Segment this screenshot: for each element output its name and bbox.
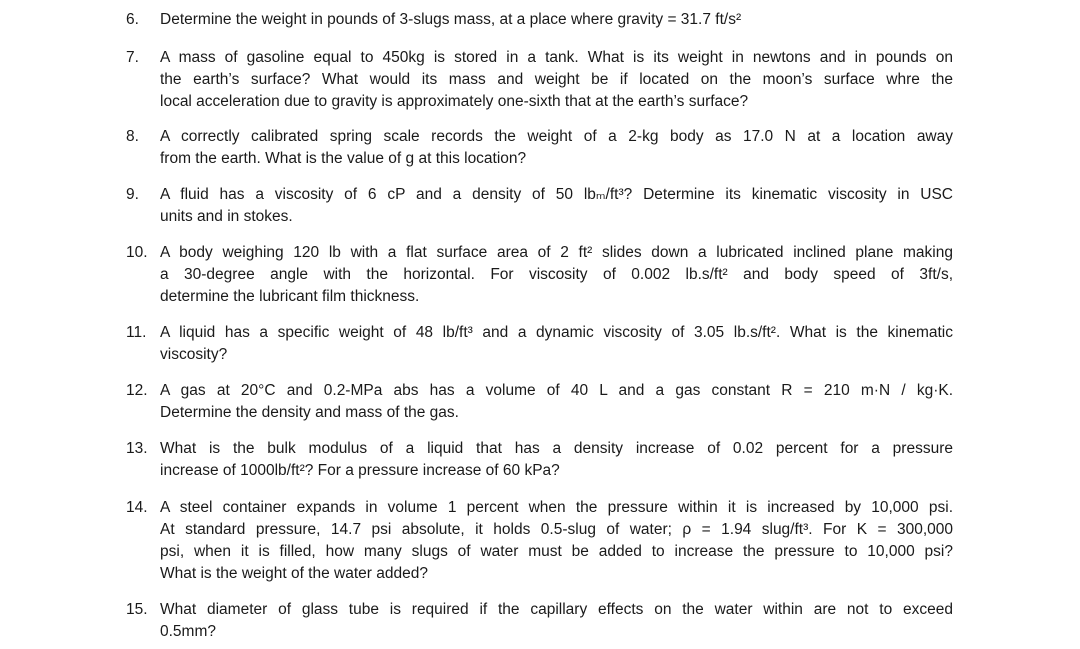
problem-text-line: viscosity? (160, 346, 228, 363)
problem-text-line: a 30-degree angle with the horizontal. For viscosity of 0.002 lb.s/ft² and body speed of 3ft/s, (160, 266, 953, 283)
problem-text-line: A steel container expands in volume 1 percent when the pressure within it is increased by 10,000 psi. (160, 499, 953, 516)
problem-text-line: Determine the weight in pounds of 3-slugs mass, at a place where gravity = 31.7 ft/s² (160, 11, 742, 28)
problem-number: 12. (126, 382, 148, 399)
problem-text-line: units and in stokes. (160, 208, 293, 225)
problem-text-line: A body weighing 120 lb with a flat surface area of 2 ft² slides down a lubricated inclined plane making (160, 244, 953, 261)
problem-text-line: What diameter of glass tube is required if the capillary effects on the water within are not to exceed (160, 601, 953, 618)
problem-text-line: What is the weight of the water added? (160, 565, 428, 582)
problem-number: 8. (126, 128, 139, 145)
problem-text-line: What is the bulk modulus of a liquid that has a density increase of 0.02 percent for a pressure (160, 440, 953, 457)
problem-text-line: 0.5mm? (160, 623, 216, 640)
problem-text-line: Determine the density and mass of the gas. (160, 404, 459, 421)
problem-number: 6. (126, 11, 139, 28)
problem-text-line: A mass of gasoline equal to 450kg is stored in a tank. What is its weight in newtons and in pounds on (160, 49, 953, 66)
problem-number: 13. (126, 440, 148, 457)
problem-number: 14. (126, 499, 148, 516)
problem-text-line: A liquid has a specific weight of 48 lb/ft³ and a dynamic viscosity of 3.05 lb.s/ft². What is the kinematic (160, 324, 953, 341)
problem-text-line: At standard pressure, 14.7 psi absolute, it holds 0.5-slug of water; ρ = 1.94 slug/ft³. For K = 300,000 (160, 521, 953, 538)
problem-text-line: local acceleration due to gravity is approximately one-sixth that at the earth’s surface? (160, 93, 749, 110)
problem-text-line: A fluid has a viscosity of 6 cP and a density of 50 lbₘ/ft³? Determine its kinematic viscosity in USC (160, 186, 953, 203)
problem-text-line: psi, when it is filled, how many slugs of water must be added to increase the pressure to 10,000 psi? (160, 543, 953, 560)
problem-text-line: A gas at 20°C and 0.2-MPa abs has a volume of 40 L and a gas constant R = 210 m·N / kg·K. (160, 382, 953, 399)
problem-number: 9. (126, 186, 139, 203)
problem-number: 10. (126, 244, 148, 261)
problem-text-line: the earth’s surface? What would its mass and weight be if located on the moon’s surface whre the (160, 71, 953, 88)
problem-number: 11. (126, 324, 147, 341)
problem-text-line: increase of 1000lb/ft²? For a pressure increase of 60 kPa? (160, 462, 560, 479)
problem-text-line: determine the lubricant film thickness. (160, 288, 420, 305)
problem-number: 15. (126, 601, 148, 618)
problem-number: 7. (126, 49, 139, 66)
problem-text-line: A correctly calibrated spring scale records the weight of a 2-kg body as 17.0 N at a location away (160, 128, 953, 145)
problem-text-line: from the earth. What is the value of g at this location? (160, 150, 527, 167)
